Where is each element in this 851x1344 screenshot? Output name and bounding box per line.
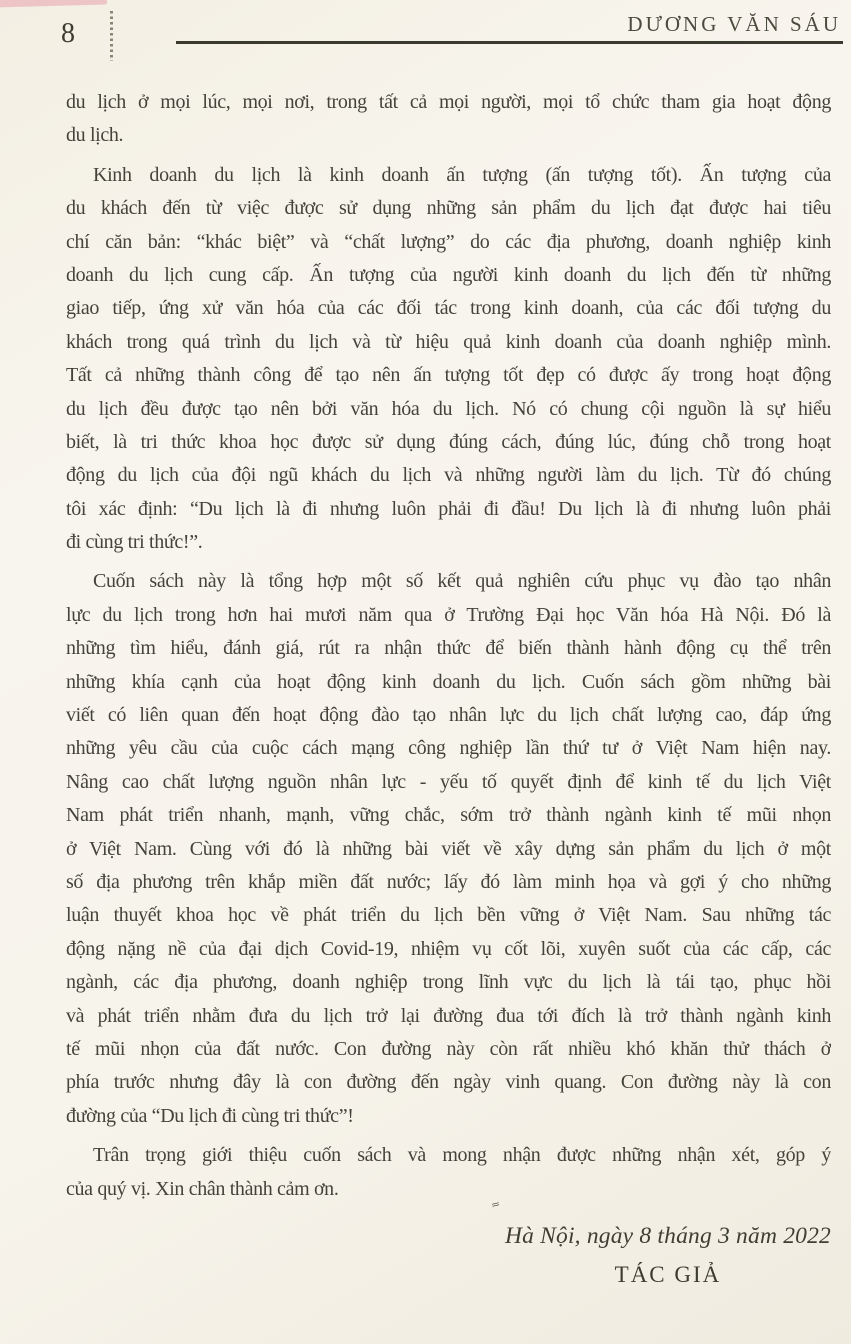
header-dotted-divider <box>110 11 113 61</box>
paragraph <box>66 86 831 153</box>
text-line: doanh du lịch cung cấp. Ấn tượng của người kinh doanh du lịch đến từ những <box>66 263 831 286</box>
text-line: ở Việt Nam. Cùng với đó là những bài viết về xây dựng sản phẩm du lịch ở một <box>66 837 831 860</box>
header-title-block <box>176 12 843 44</box>
text-line: những tìm hiểu, đánh giá, rút ra nhận thức để biến thành hành động cụ thể trên <box>66 637 831 660</box>
paragraph <box>66 1139 831 1206</box>
text-line: ngành, các địa phương, doanh nghiệp trong lĩnh vực du lịch là tái tạo, phục hồi <box>66 971 831 994</box>
text-line: động nặng nề của đại dịch Covid-19, nhiệm vụ cốt lõi, xuyên suốt của các cấp, các <box>66 937 831 960</box>
text-line: những khía cạnh của hoạt động kinh doanh du lịch. Cuốn sách gồm những bài <box>66 670 831 693</box>
text-line: biết, là tri thức khoa học được sử dụng đúng cách, đúng lúc, đúng chỗ trong hoạt <box>66 430 831 453</box>
paragraph <box>66 565 831 1133</box>
text-line: phía trước nhưng đây là con đường đến ngày vinh quang. Con đường này là con <box>66 1071 831 1094</box>
page-number: 8 <box>61 18 75 49</box>
text-line: Nâng cao chất lượng nguồn nhân lực - yếu tố quyết định để kinh tế du lịch Việt <box>66 770 831 793</box>
scan-edge-artifact <box>0 0 107 8</box>
text-line: của quý vị. Xin chân thành cảm ơn. <box>66 1177 339 1200</box>
text-line: Tất cả những thành công để tạo nên ấn tượng tốt đẹp có được ấy trong hoạt động <box>66 364 831 387</box>
text-line: chí căn bản: “khác biệt” và “chất lượng” do các địa phương, doanh nghiệp kinh <box>66 230 831 253</box>
text-line: viết có liên quan đến hoạt động đào tạo nhân lực du lịch chất lượng cao, đáp ứng <box>66 704 831 727</box>
ink-speck-artifact: ≈ <box>489 1196 503 1213</box>
text-line: đường của “Du lịch đi cùng tri thức”! <box>66 1104 354 1127</box>
text-line: những yêu cầu của cuộc cách mạng công nghiệp lần thứ tư ở Việt Nam hiện nay. <box>66 737 831 760</box>
text-line: đi cùng tri thức!”. <box>66 531 203 554</box>
text-line: du lịch ở mọi lúc, mọi nơi, trong tất cả mọi người, mọi tổ chức tham gia hoạt động <box>66 91 831 113</box>
text-line: du lịch đều được tạo nên bởi văn hóa du lịch. Nó có chung cội nguồn là sự hiểu <box>66 397 831 420</box>
text-line: tôi xác định: “Du lịch là đi nhưng luôn phải đi đầu! Du lịch là đi nhưng luôn phải <box>66 497 831 520</box>
header-rule <box>176 41 843 44</box>
text-line: tế mũi nhọn của đất nước. Con đường này còn rất nhiều khó khăn thử thách ở <box>66 1037 831 1060</box>
text-line: lực du lịch trong hơn hai mươi năm qua ở Trường Đại học Văn hóa Hà Nội. Đó là <box>66 603 831 626</box>
text-line: khách trong quá trình du lịch và từ hiệu quả kinh doanh của doanh nghiệp mình. <box>66 330 831 353</box>
text-line: Trân trọng giới thiệu cuốn sách và mong nhận được những nhận xét, góp ý <box>93 1144 831 1167</box>
text-line: du lịch. <box>66 124 124 147</box>
page-footer <box>505 1223 831 1288</box>
text-line: luận thuyết khoa học về phát triển du lịch bền vững ở Việt Nam. Sau những tác <box>66 904 831 927</box>
paragraph <box>66 159 831 560</box>
text-line: động du lịch của đội ngũ khách du lịch và những người làm du lịch. Từ đó chúng <box>66 464 831 487</box>
author-signature: TÁC GIẢ <box>614 1262 722 1287</box>
text-line: Nam phát triển nhanh, mạnh, vững chắc, sớm trở thành ngành kinh tế mũi nhọn <box>66 804 831 827</box>
body-text <box>66 86 831 1212</box>
text-line: Cuốn sách này là tổng hợp một số kết quả nghiên cứu phục vụ đào tạo nhân <box>93 570 831 593</box>
text-line: giao tiếp, ứng xử văn hóa của các đối tác trong kinh doanh, của các đối tượng du <box>66 297 831 320</box>
text-line: số địa phương trên khắp miền đất nước; lấy đó làm minh họa và gợi ý cho những <box>66 870 831 893</box>
text-line: Kinh doanh du lịch là kinh doanh ấn tượng (ấn tượng tốt). Ấn tượng của <box>93 163 831 186</box>
text-line: và phát triển nhằm đưa du lịch trở lại đường đua tới đích là trở thành ngành kinh <box>66 1004 831 1027</box>
text-line: du khách đến từ việc được sử dụng những sản phẩm du lịch đạt được hai tiêu <box>66 197 831 220</box>
dateline: Hà Nội, ngày 8 tháng 3 năm 2022 <box>504 1223 831 1249</box>
running-title: DƯƠNG VĂN SÁU <box>627 12 841 36</box>
